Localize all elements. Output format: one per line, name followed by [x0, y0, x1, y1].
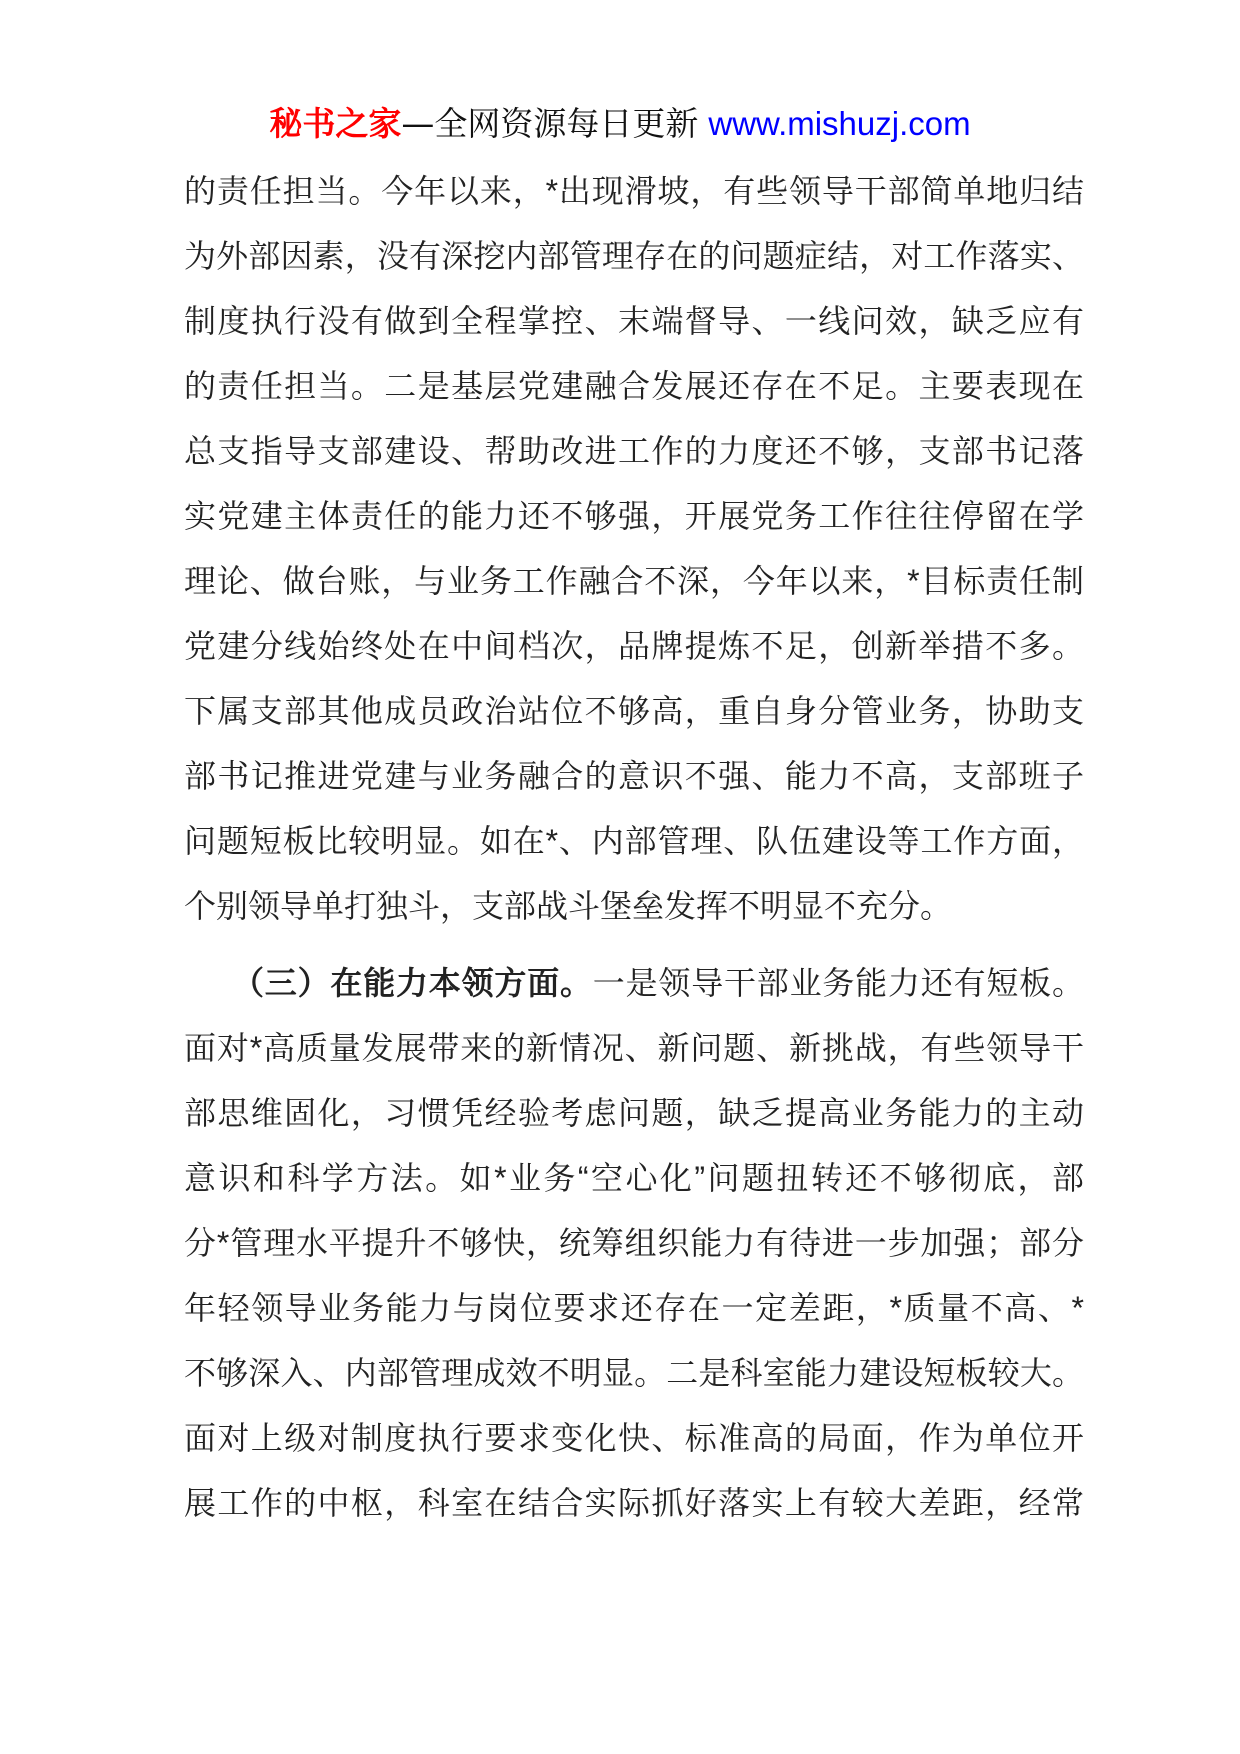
- paragraph: [184, 159, 1084, 939]
- text-line: 不够深入、内部管理成效不明显。二是科室能力建设短板较大。: [184, 1355, 1084, 1391]
- text-line: [184, 951, 1084, 1016]
- paragraph: [184, 951, 1084, 1536]
- site-url: www.mishuzj.com: [708, 105, 971, 142]
- text-line: 部书记推进党建与业务融合的意识不强、能力不高，支部班子: [184, 758, 1084, 794]
- site-brand: 秘书之家: [269, 104, 402, 143]
- text-span: 一是领导干部业务能力还有短板。: [592, 965, 1084, 1001]
- text-line: 党建分线始终处在中间档次，品牌提炼不足，创新举措不多。: [184, 628, 1084, 664]
- text-line: 面对上级对制度执行要求变化快、标准高的局面，作为单位开: [184, 1420, 1084, 1456]
- text-line: 的责任担当。今年以来，*出现滑坡，有些领导干部简单地归结: [184, 173, 1084, 209]
- text-line: 个别领导单打独斗，支部战斗堡垒发挥不明显不充分。: [184, 888, 953, 924]
- text-line: 问题短板比较明显。如在*、内部管理、队伍建设等工作方面，: [184, 823, 1084, 859]
- text-line: 年轻领导业务能力与岗位要求还存在一定差距，*质量不高、*: [184, 1290, 1084, 1326]
- text-line: 分*管理水平提升不够快，统筹组织能力有待进一步加强；部分: [184, 1225, 1084, 1261]
- text-line: 意识和科学方法。如*业务“空心化”问题扭转还不够彻底，部: [184, 1160, 1084, 1196]
- section-heading: （三）在能力本领方面。: [232, 965, 593, 1001]
- site-header: [0, 99, 1240, 149]
- text-line: 理论、做台账，与业务工作融合不深，今年以来，*目标责任制: [184, 563, 1084, 599]
- text-line: 制度执行没有做到全程掌控、末端督导、一线问效，缺乏应有: [184, 303, 1084, 339]
- text-line: 下属支部其他成员政治站位不够高，重自身分管业务，协助支: [184, 693, 1084, 729]
- site-tagline: —全网资源每日更新: [401, 104, 699, 143]
- text-line: 为外部因素，没有深挖内部管理存在的问题症结，对工作落实、: [184, 238, 1084, 274]
- text-line: 部思维固化，习惯凭经验考虑问题，缺乏提高业务能力的主动: [184, 1095, 1084, 1131]
- text-line: 展工作的中枢，科室在结合实际抓好落实上有较大差距，经常: [184, 1485, 1084, 1521]
- text-line: 的责任担当。二是基层党建融合发展还存在不足。主要表现在: [184, 368, 1084, 404]
- text-line: 总支指导支部建设、帮助改进工作的力度还不够，支部书记落: [184, 433, 1084, 469]
- text-line: 面对*高质量发展带来的新情况、新问题、新挑战，有些领导干: [184, 1030, 1084, 1066]
- text-line: 实党建主体责任的能力还不够强，开展党务工作往往停留在学: [184, 498, 1084, 534]
